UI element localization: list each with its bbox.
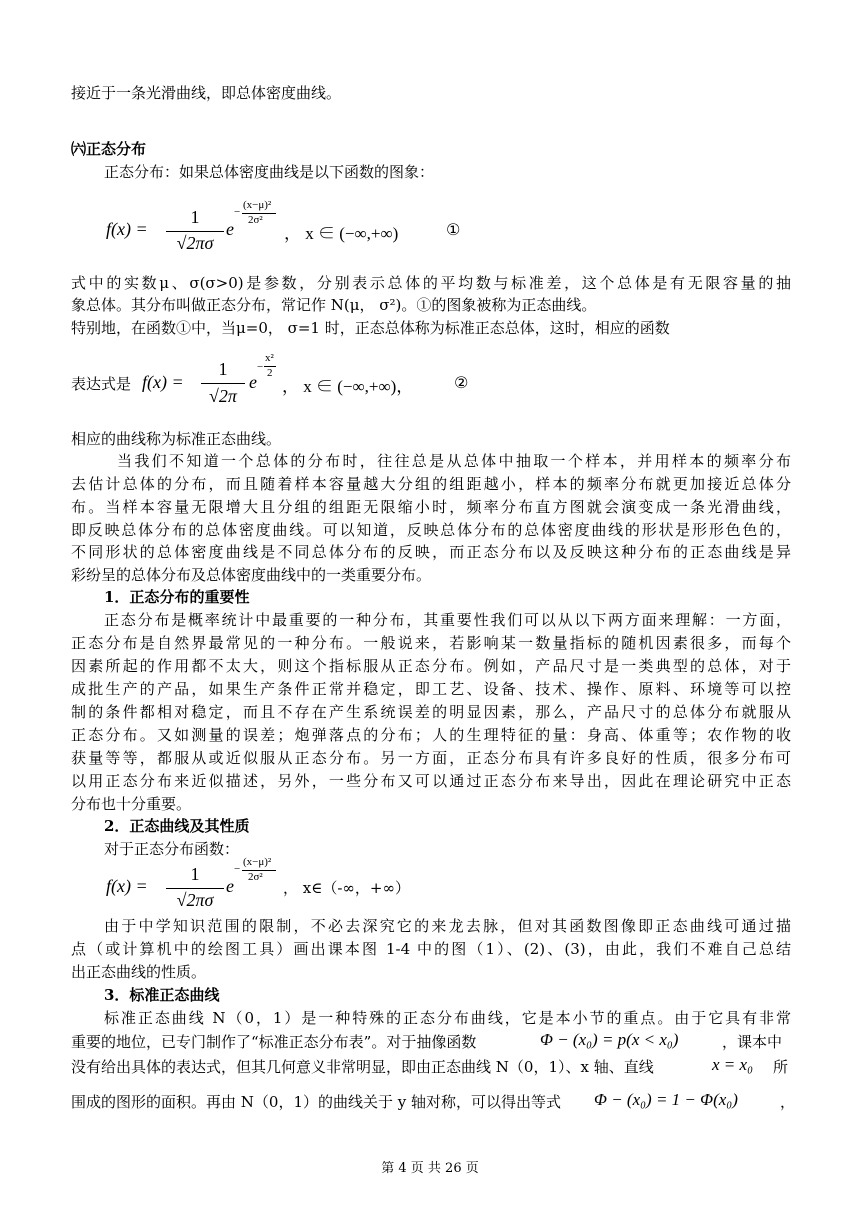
- paragraph-line: 点（或计算机中的绘图工具）画出课本图 1-4 中的图（1）、(2)、(3)，由此，我们不难自己总结: [71, 940, 791, 958]
- paragraph-line: 获量等等，都服从或近似服从正态分布。另一方面，正态分布具有许多良好的性质，很多分布可: [71, 749, 791, 767]
- formula-numerator: 1: [190, 864, 200, 884]
- paragraph-line: 没有给出具体的表达式，但其几何意义非常明显，即由正态曲线 N（0，1）、x 轴、直线: [71, 1058, 654, 1076]
- paragraph-line: ，: [780, 1093, 796, 1111]
- paragraph-line: 正态分布：如果总体密度曲线是以下函数的图象：: [104, 163, 435, 181]
- formula-denominator: √2πσ: [176, 233, 214, 253]
- subsection-heading-1: 1．正态分布的重要性: [104, 588, 250, 606]
- paragraph-line: 对于正态分布函数：: [104, 840, 240, 858]
- formula-exp-denominator: 2σ²: [248, 871, 263, 883]
- paragraph-line: 所: [773, 1058, 789, 1076]
- paragraph-line: 重要的地位，已专门制作了“标准正态分布表”。对于抽像函数: [71, 1033, 477, 1051]
- page-footer: 第 4 页 共 26 页: [381, 1161, 479, 1176]
- subsection-heading-2: 2．正态曲线及其性质: [104, 817, 250, 835]
- formula-exp-denominator: 2σ²: [248, 214, 263, 226]
- formula-lhs: f(x) =: [106, 219, 148, 239]
- formula-exp-base: e: [226, 876, 234, 896]
- paragraph-line: 当我们不知道一个总体的分布时，往往总是从总体中抽取一个样本，并用样本的频率分布: [117, 452, 791, 470]
- formula-lhs: f(x) =: [142, 372, 184, 392]
- paragraph-line: 出正态曲线的性质。: [71, 963, 207, 981]
- paragraph-line: 以用正态分布来近似描述，另外，一些分布又可以通过正态分布来导出，因此在理论研究中正态: [71, 772, 791, 790]
- paragraph-line: ，课本中: [722, 1033, 783, 1051]
- paragraph-line: 彩纷呈的总体分布及总体密度曲线中的一类重要分布。: [71, 566, 432, 584]
- subsection-heading-3: 3．标准正态曲线: [104, 986, 220, 1004]
- paragraph-line: 正态分布。又如测量的误差；炮弹落点的分布；人的生理特征的量：身高、体重等；农作物的收: [71, 726, 791, 744]
- inline-formula-symmetry: Φ − (x₀) = 1 − Φ(x₀): [594, 1090, 738, 1109]
- formula-exp-minus: −: [257, 361, 264, 373]
- fraction-bar: [166, 231, 224, 232]
- paragraph-line: 因素所起的作用都不太大，则这个指标服从正态分布。例如，产品尺寸是一类典型的总体，对于: [71, 657, 791, 675]
- formula-numerator: 1: [218, 359, 228, 379]
- formula-exp-numerator: (x−μ)²: [243, 856, 272, 868]
- paragraph-line: 正态分布是概率统计中最重要的一种分布，其重要性我们可以从以下两方面来理解：一方面，: [104, 611, 791, 629]
- paragraph-line: 分布也十分重要。: [71, 795, 192, 813]
- inline-formula-phi: Φ − (x₀) = p(x < x₀): [540, 1030, 679, 1049]
- paragraph-line: 相应的曲线称为标准正态曲线。: [71, 430, 282, 448]
- formula-domain: ， x ∈ (−∞,+∞): [284, 224, 399, 243]
- paragraph-line: 正态分布是自然界最常见的一种分布。一般说来，若影响某一数量指标的随机因素很多，而每个: [71, 634, 791, 652]
- formula-domain: ， x∈（-∞，+∞）: [283, 879, 410, 897]
- paragraph-line: 由于中学知识范围的限制，不必去深究它的来龙去脉，但对其函数图像即正态曲线可通过描: [104, 917, 791, 935]
- paragraph-line: 式中的实数μ、σ(σ>0)是参数，分别表示总体的平均数与标准差，这个总体是有无限容量的抽: [71, 274, 792, 292]
- formula-exp-numerator: x²: [265, 352, 274, 364]
- inline-formula-line: x = x₀: [712, 1055, 753, 1074]
- formula-numerator: 1: [190, 207, 200, 227]
- formula-lhs: f(x) =: [106, 876, 148, 896]
- paragraph-line: 制的条件都相对稳定，而且不存在产生系统误差的明显因素，那么，产品尺寸的总体分布就服从: [71, 703, 791, 721]
- paragraph-line: 布。当样本容量无限增大且分组的组距无限缩小时，频率分布直方图就会演变成一条光滑曲线，: [71, 498, 791, 516]
- paragraph-line: 去估计总体的分布，而且随着样本容量越大分组的组距越小，样本的频率分布就更加接近总体分: [71, 475, 791, 493]
- paragraph-line: 接近于一条光滑曲线，即总体密度曲线。: [71, 84, 342, 102]
- fraction-bar: [201, 383, 245, 384]
- fraction-bar: [166, 888, 224, 889]
- paragraph-line: 表达式是: [71, 375, 132, 393]
- formula-exp-base: e: [226, 219, 234, 239]
- paragraph-line: 即反映总体分布的总体密度曲线。可以知道，反映总体分布的总体密度曲线的形状是形形色色的，: [71, 521, 791, 539]
- formula-domain: ， x ∈ (−∞,+∞)，: [282, 377, 414, 396]
- equation-marker-2: ②: [454, 373, 469, 392]
- paragraph-line: 特别地，在函数①中，当μ=0， σ=1 时，正态总体称为标准正态总体，这时，相应的函数: [71, 319, 670, 337]
- section-heading-normal-distribution: ㈥正态分布: [71, 140, 147, 158]
- formula-denominator: √2π: [209, 386, 237, 406]
- formula-exp-minus: −: [234, 206, 241, 218]
- paragraph-line: 标准正态曲线 N（0，1）是一种特殊的正态分布曲线，它是本小节的重点。由于它具有非常: [104, 1009, 791, 1027]
- paragraph-line: 围成的图形的面积。再由 N（0，1）的曲线关于 y 轴对称，可以得出等式: [71, 1093, 561, 1111]
- equation-marker-1: ①: [446, 220, 461, 239]
- formula-exp-minus: −: [234, 863, 241, 875]
- paragraph-line: 成批生产的产品，如果生产条件正常并稳定，即工艺、设备、技术、操作、原料、环境等可以控: [71, 680, 791, 698]
- formula-exp-numerator: (x−μ)²: [243, 199, 272, 211]
- formula-exp-denominator: 2: [267, 367, 273, 379]
- paragraph-line: 象总体。其分布叫做正态分布，常记作 N(μ， σ²)。①的图象被称为正态曲线。: [71, 296, 597, 314]
- formula-exp-base: e: [249, 372, 257, 392]
- formula-denominator: √2πσ: [176, 890, 214, 910]
- paragraph-line: 不同形状的总体密度曲线是不同总体分布的反映，而正态分布以及反映这种分布的正态曲线是异: [71, 543, 791, 561]
